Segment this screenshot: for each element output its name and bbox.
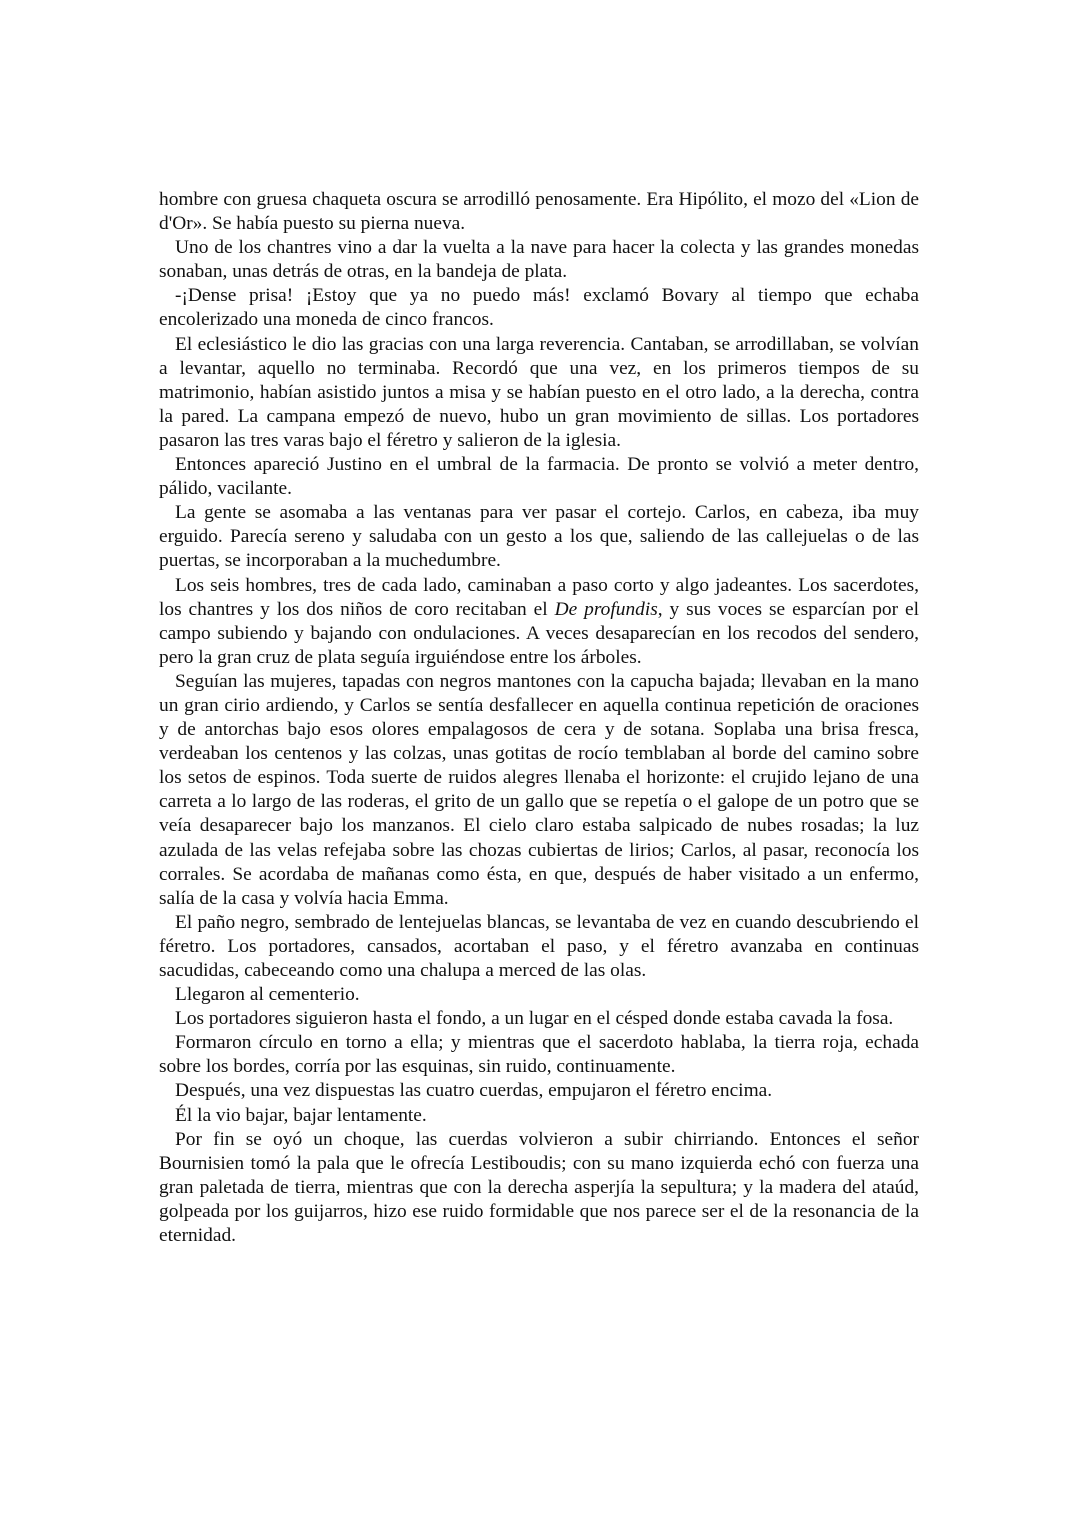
paragraph: La gente se asomaba a las ventanas para ver pasar el cortejo. Carlos, en cabeza, iba muy erguido. Parecía sereno y saludaba con un gesto a los que, saliendo de las callejuelas o de las puertas, se incorporaban a la muchedumbre. — [159, 502, 919, 572]
paragraph: Formaron círculo en torno a ella; y mientras que el sacerdoto hablaba, la tierra roja, echada sobre los bordes, corría por las esquinas, sin ruido, continuamente. — [159, 1032, 919, 1078]
paragraph: El paño negro, sembrado de lentejuelas blancas, se levantaba de vez en cuando descubriendo el féretro. Los portadores, cansados, acortaban el paso, y el féretro avanzaba en continuas sacudidas, cabeceando como una chalupa a merced de las olas. — [159, 911, 919, 981]
document-page — [159, 188, 919, 1248]
paragraph: El eclesiástico le dio las gracias con una larga reverencia. Cantaban, se arrodillaban, se volvían a levantar, aquello no terminaba. Recordó que una vez, en los primeros tiempos de su matrimonio, habían asistido juntos a misa y se habían puesto en el otro lado, a la derecha, contra la pared. La campana empezó de nuevo, hubo un gran movimiento de sillas. Los portadores pasaron las tres varas bajo el féretro y salieron de la iglesia. — [159, 333, 919, 451]
paragraph: Él la vio bajar, bajar lentamente. — [175, 1104, 427, 1126]
paragraph: Después, una vez dispuestas las cuatro cuerdas, empujaron el féretro encima. — [175, 1080, 773, 1102]
paragraph — [159, 574, 919, 670]
paragraph: Los portadores siguieron hasta el fondo, a un lugar en el césped donde estaba cavada la fosa. — [175, 1008, 894, 1030]
italic-title: De profundis — [554, 598, 658, 620]
paragraph: hombre con gruesa chaqueta oscura se arrodilló penosamente. Era Hipólito, el mozo del «Lion de d'Or». Se había puesto su pierna nueva. — [159, 189, 919, 235]
paragraph: Por fin se oyó un choque, las cuerdas volvieron a subir chirriando. Entonces el señor Bournisien tomó la pala que le ofrecía Lestiboudis; con su mano izquierda echó con fuerza una gran paletada de tierra, mientras que con la derecha asperjía la sepultura; y la madera del ataúd, golpeada por los guijarros, hizo ese ruido formidable que nos parece ser el de la resonancia de la eternidad. — [159, 1128, 919, 1247]
paragraph: -¡Dense prisa! ¡Estoy que ya no puedo más! exclamó Bovary al tiempo que echaba encolerizado una moneda de cinco francos. — [159, 285, 919, 331]
paragraph: Llegaron al cementerio. — [175, 984, 360, 1006]
paragraph-text: , y sus voces se esparcían por el campo subiendo y bajando con ondulaciones. A veces desaparecían en los recodos del sendero, pero la gran cruz de plata seguía irguiéndose entre los árboles. — [159, 598, 919, 668]
paragraph: Entonces apareció Justino en el umbral de la farmacia. De pronto se volvió a meter dentro, pálido, vacilante. — [159, 454, 919, 500]
paragraph: Seguían las mujeres, tapadas con negros mantones con la capucha bajada; llevaban en la mano un gran cirio ardiendo, y Carlos se sentía desfallecer en aquella continua repetición de oraciones y de antorchas bajo esos olores empalagosos de cera y de sotana. Soplaba una brisa fresca, verdeaban los centenos y las colzas, unas gotitas de rocío temblaban al borde del camino sobre los setos de espinos. Toda suerte de ruidos alegres llenaba el horizonte: el crujido lejano de una carreta a lo largo de las roderas, el grito de un gallo que se repetía o el galope de un potro que se veía desaparecer bajo los manzanos. El cielo claro estaba salpicado de nubes rosadas; la luz azulada de las velas refejaba sobre las chozas cubiertas de lirios; Carlos, al pasar, reconocía los corrales. Se acordaba de mañanas como ésta, en que, después de haber visitado a un enfermo, salía de la casa y volvía hacia Emma. — [159, 670, 919, 909]
paragraph-text: Los seis hombres, tres de cada lado, caminaban a paso corto y algo jadeantes. Los sacerdotes, los chantres y los dos niños de coro recitaban el — [159, 574, 919, 620]
paragraph: Uno de los chantres vino a dar la vuelta a la nave para hacer la colecta y las grandes monedas sonaban, unas detrás de otras, en la bandeja de plata. — [159, 237, 919, 283]
